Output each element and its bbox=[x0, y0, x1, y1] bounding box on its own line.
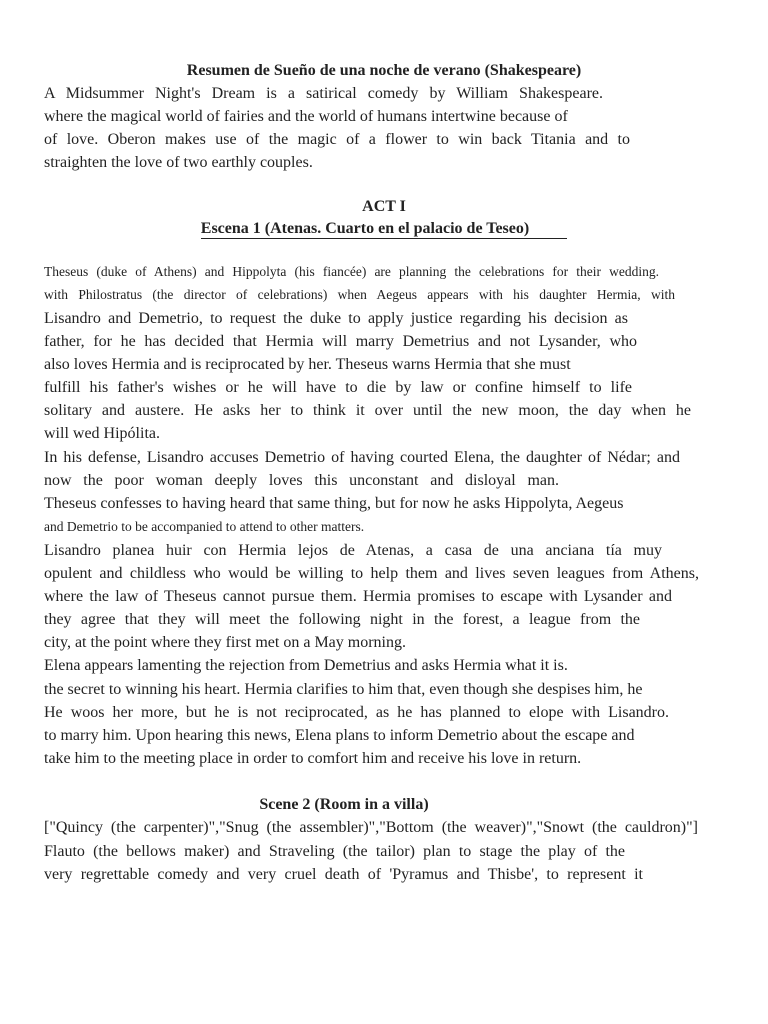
intro-line-4: straighten the love of two earthly couples. bbox=[44, 154, 313, 171]
scene2-heading: Scene 2 (Room in a villa) bbox=[259, 796, 429, 813]
scene1-line: father, for he has decided that Hermia will marry Demetrius and not Lysander, who bbox=[44, 333, 637, 350]
act-heading: ACT I bbox=[362, 198, 406, 215]
scene1-line: and Demetrio to be accompanied to attend to other matters. bbox=[44, 519, 365, 534]
scene1-line: also loves Hermia and is reciprocated by her. Theseus warns Hermia that she must bbox=[44, 356, 571, 373]
scene1-line: now the poor woman deeply loves this unconstant and disloyal man. bbox=[44, 472, 559, 489]
scene1-line: the secret to winning his heart. Hermia clarifies to him that, even though she despises him, he bbox=[44, 681, 643, 698]
scene1-line: Theseus confesses to having heard that same thing, but for now he asks Hippolyta, Aegeus bbox=[44, 495, 624, 512]
scene1-line: they agree that they will meet the following night in the forest, a league from the bbox=[44, 611, 640, 628]
scene1-line: fulfill his father's wishes or he will have to die by law or confine himself to life bbox=[44, 379, 632, 396]
scene1-heading: Escena 1 (Atenas. Cuarto en el palacio de Teseo) bbox=[201, 220, 567, 239]
scene2-line: very regrettable comedy and very cruel death of 'Pyramus and Thisbe', to represent it bbox=[44, 866, 643, 883]
scene1-line: solitary and austere. He asks her to think it over until the new moon, the day when he bbox=[44, 402, 691, 419]
scene1-line: He woos her more, but he is not reciprocated, as he has planned to elope with Lisandro. bbox=[44, 704, 669, 721]
scene1-line: to marry him. Upon hearing this news, Elena plans to inform Demetrio about the escape and bbox=[44, 727, 635, 744]
intro-line-1: A Midsummer Night's Dream is a satirical comedy by William Shakespeare. bbox=[44, 85, 603, 102]
scene1-line: Elena appears lamenting the rejection from Demetrius and asks Hermia what it is. bbox=[44, 657, 568, 674]
intro-line-3: of love. Oberon makes use of the magic of a flower to win back Titania and to bbox=[44, 131, 630, 148]
scene1-line: Theseus (duke of Athens) and Hippolyta (his fiancée) are planning the celebrations for their wedding. bbox=[44, 264, 659, 279]
scene2-line: Flauto (the bellows maker) and Straveling (the tailor) plan to stage the play of the bbox=[44, 843, 625, 860]
scene1-line: Lisandro and Demetrio, to request the duke to apply justice regarding his decision as bbox=[44, 310, 628, 327]
scene1-line: Lisandro planea huir con Hermia lejos de Atenas, a casa de una anciana tía muy bbox=[44, 542, 662, 559]
scene1-line: will wed Hipólita. bbox=[44, 425, 160, 442]
scene1-line: take him to the meeting place in order to comfort him and receive his love in return. bbox=[44, 750, 582, 767]
document-title: Resumen de Sueño de una noche de verano (Shakespeare) bbox=[186, 62, 582, 79]
scene2-line: ["Quincy (the carpenter)","Snug (the assembler)","Bottom (the weaver)","Snowt (the cauldron)"] bbox=[44, 819, 698, 836]
scene1-line: where the law of Theseus cannot pursue them. Hermia promises to escape with Lysander and bbox=[44, 588, 672, 605]
scene1-line: In his defense, Lisandro accuses Demetrio of having courted Elena, the daughter of Nédar; and bbox=[44, 449, 680, 466]
scene1-heading-wrap bbox=[0, 219, 768, 239]
scene1-line: opulent and childless who would be willing to help them and lives seven leagues from Athens, bbox=[44, 565, 699, 582]
scene1-line: city, at the point where they first met on a May morning. bbox=[44, 634, 406, 651]
intro-line-2: where the magical world of fairies and the world of humans intertwine because of bbox=[44, 108, 568, 125]
scene1-line: with Philostratus (the director of celebrations) when Aegeus appears with his daughter Hermia, with bbox=[44, 287, 675, 302]
